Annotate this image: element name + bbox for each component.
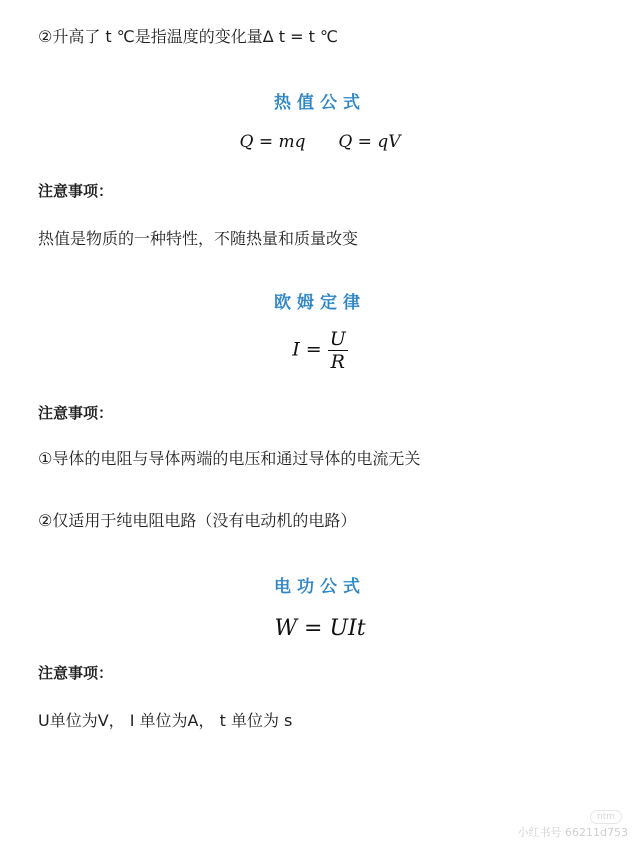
temp-rise-line: ②升高了 t ℃是指温度的变化量Δ t = t ℃ [38,27,338,46]
ohm-law-note-2: ②仅适用于纯电阻电路（没有电动机的电路） [38,511,357,530]
heat-value-note-label: 注意事项： [38,182,114,200]
heat-value-note-1: 热值是物质的一种特性，不随热量和质量改变 [38,229,359,248]
ohm-law-title: 欧姆定律 [274,293,366,313]
heat-value-title: 热值公式 [274,93,366,113]
ohm-law-fraction [328,328,348,373]
ohm-law-formula-lhs: I = [292,338,322,361]
ohm-law-denominator: R [330,351,345,373]
ohm-law-note-label: 注意事项： [38,404,114,422]
electric-work-note-label: 注意事项： [38,664,114,682]
heat-value-formula [0,132,640,152]
ohm-law-numerator: U [329,328,346,350]
electric-work-note-1: U单位为V， I 单位为A， t 单位为 s [38,711,293,730]
ohm-law-note-1: ①导体的电阻与导体两端的电压和通过导体的电流无关 [38,449,421,468]
watermark-badge: ntm [590,810,622,824]
electric-work-formula: W = UIt [274,616,366,641]
electric-work-title: 电功公式 [274,577,366,597]
heat-value-formula-a: Q = mq [239,132,306,152]
ohm-law-formula [0,328,640,373]
watermark-text: 小红书号 66211d753 [517,826,628,839]
heat-value-formula-b: Q = qV [338,132,401,152]
